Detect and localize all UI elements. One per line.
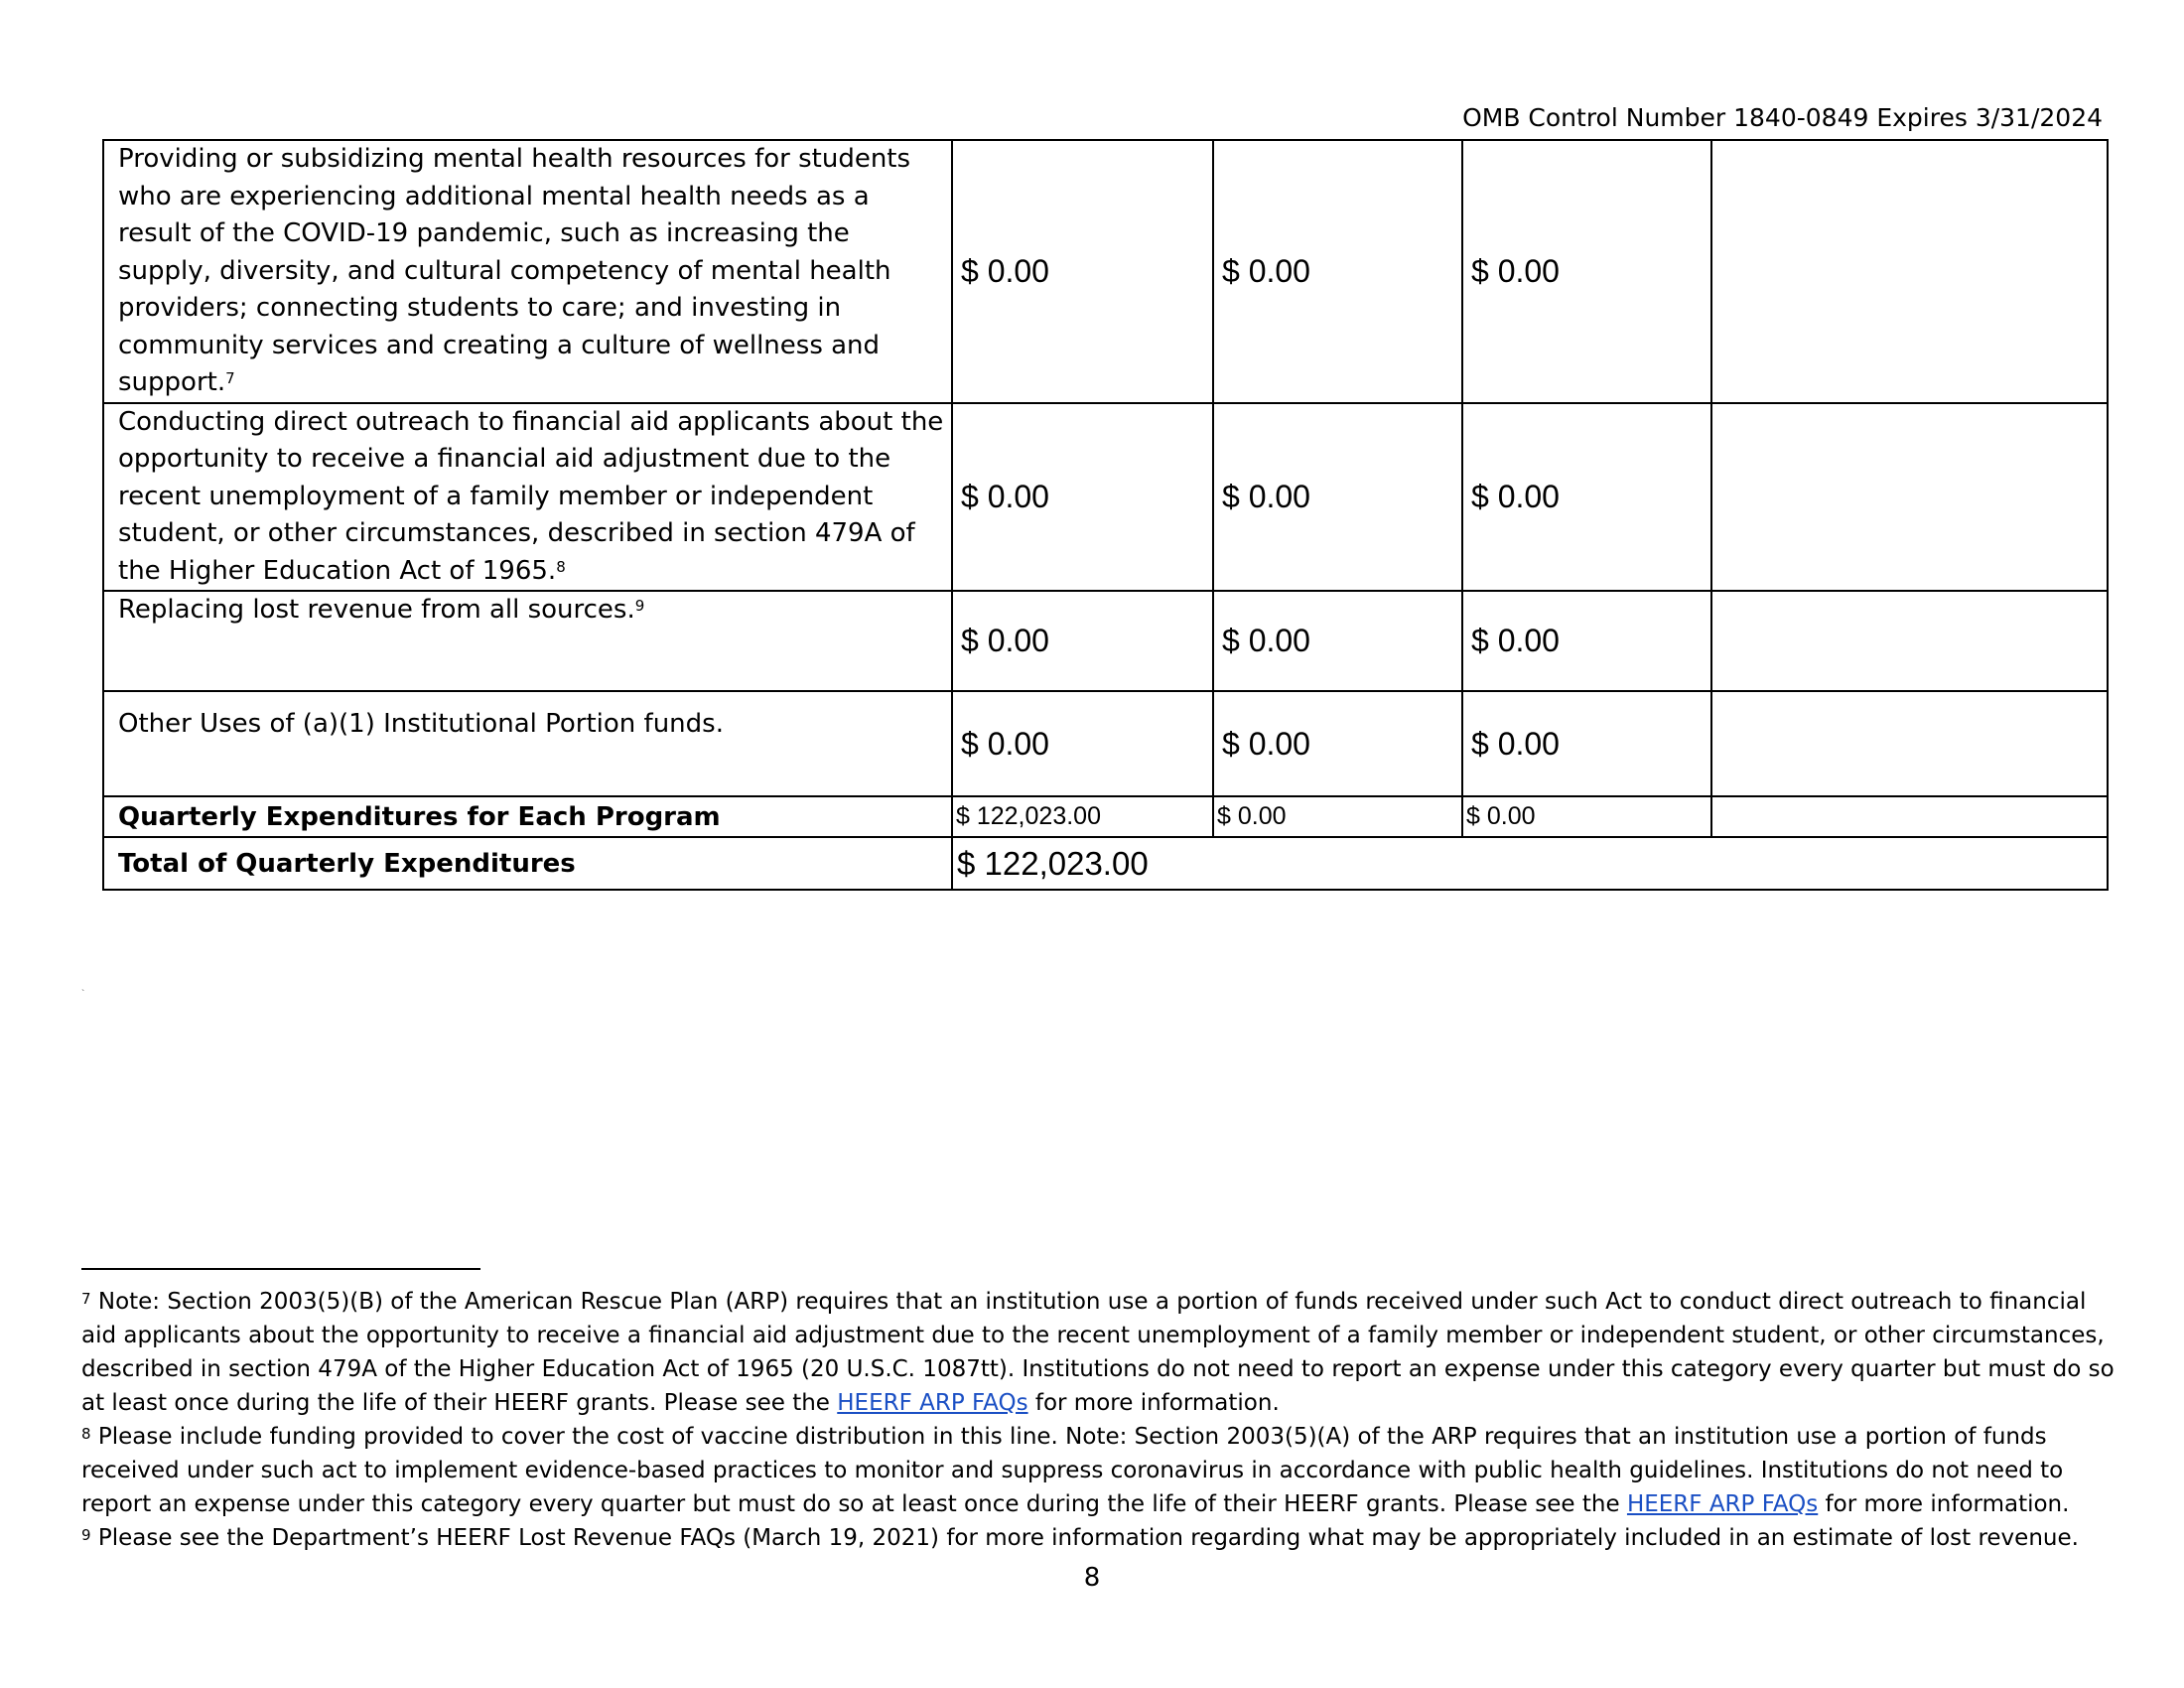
empty-cell[interactable] xyxy=(1711,796,2108,837)
table-row xyxy=(103,140,2108,403)
amount-cell[interactable]: $ 0.00 xyxy=(952,140,1213,403)
empty-cell[interactable] xyxy=(1711,403,2108,592)
amount-cell[interactable]: $ 0.00 xyxy=(952,403,1213,592)
stray-mark: ` xyxy=(81,989,85,1000)
empty-cell[interactable] xyxy=(1711,591,2108,691)
footnote-text: Note: Section 2003(5)(B) of the American Rescue Plan (ARP) requires that an institution use a portion of funds received under such Act to conduct direct outreach to financial aid applicants about the opportunity to receive a financial aid adjustment due to the recent unemployment of a family member or independent student, or other circumstances, described in section 479A of the Higher Education Act of 1965 (20 U.S.C. 1087tt). Institutions do not need to report an expense under this category every quarter but must do so at least once during the life of their HEERF grants. Please see the xyxy=(81,1289,2115,1416)
footnote-number: 9 xyxy=(81,1526,91,1544)
amount-cell[interactable]: $ 0.00 xyxy=(1462,691,1711,796)
footnote-ref: 9 xyxy=(634,597,645,615)
footnote-number: 8 xyxy=(81,1425,91,1443)
row-description: Conducting direct outreach to financial aid applicants about the opportunity to receive a financial aid adjustment due to the recent unemployment of a family member or independent student, or other circumstances, described in section 479A of the Higher Education Act of 1965.$^8$ xyxy=(103,403,952,592)
footnote-text: Please see the Department’s HEERF Lost Revenue FAQs (March 19, 2021) for more information regarding what may be appropriately included in an estimate of lost revenue. xyxy=(90,1525,2079,1551)
quarterly-amount[interactable]: $ 0.00 xyxy=(1462,796,1711,837)
footnote-ref: 8 xyxy=(556,557,566,576)
footnote-text: Please include funding provided to cover the cost of vaccine distribution in this line. Note: Section 2003(5)(A) of the ARP requires that an institution use a portion of funds received under such act to implement evidence-based practices to monitor and suppress coronavirus in accordance with public health guidelines. Institutions do not need to report an expense under this category every quarter but must do so at least once during the life of their HEERF grants. Please see the xyxy=(81,1424,2064,1517)
empty-cell[interactable] xyxy=(1711,140,2108,403)
footnote-9 xyxy=(81,1521,2116,1555)
heerf-arp-faqs-link[interactable]: HEERF ARP FAQs xyxy=(1626,1491,1819,1517)
quarterly-amount[interactable]: $ 0.00 xyxy=(1213,796,1462,837)
total-amount[interactable]: $ 122,023.00 xyxy=(952,837,2108,890)
amount-cell[interactable]: $ 0.00 xyxy=(1213,591,1462,691)
row-description: Providing or subsidizing mental health resources for students who are experiencing additional mental health needs as a result of the COVID-19 pandemic, such as increasing the supply, diversity, and cultural competency of mental health providers; connecting students to care; and investing in community services and creating a culture of wellness and support.$^7$ xyxy=(103,140,952,403)
footnote-text: for more information. xyxy=(1027,1390,1280,1416)
table-row xyxy=(103,591,2108,691)
amount-cell[interactable]: $ 0.00 xyxy=(1462,591,1711,691)
quarterly-label: Quarterly Expenditures for Each Program xyxy=(103,796,952,837)
footnote-text: for more information. xyxy=(1818,1491,2070,1517)
amount-cell[interactable]: $ 0.00 xyxy=(952,691,1213,796)
empty-cell[interactable] xyxy=(1711,691,2108,796)
page-number: 8 xyxy=(1083,1563,1101,1593)
amount-cell[interactable]: $ 0.00 xyxy=(1462,403,1711,592)
amount-cell[interactable]: $ 0.00 xyxy=(952,591,1213,691)
footnote-ref: 7 xyxy=(225,369,235,387)
row-description: Other Uses of (a)(1) Institutional Portion funds. xyxy=(103,691,952,796)
total-row xyxy=(103,837,2108,890)
omb-control-number: OMB Control Number 1840-0849 Expires 3/31/2024 xyxy=(1462,103,2103,132)
table-row xyxy=(103,403,2108,592)
heerf-arp-faqs-link[interactable]: HEERF ARP FAQs xyxy=(837,1390,1028,1416)
amount-cell[interactable]: $ 0.00 xyxy=(1213,403,1462,592)
expenditure-table xyxy=(102,139,2109,891)
footnotes xyxy=(81,1285,2116,1555)
amount-cell[interactable]: $ 0.00 xyxy=(1213,140,1462,403)
footnote-7 xyxy=(81,1285,2116,1420)
quarterly-amount[interactable]: $ 122,023.00 xyxy=(952,796,1213,837)
total-label: Total of Quarterly Expenditures xyxy=(103,837,952,890)
footnote-number: 7 xyxy=(81,1290,91,1308)
amount-cell[interactable]: $ 0.00 xyxy=(1213,691,1462,796)
footnote-8 xyxy=(81,1420,2116,1521)
row-description: Replacing lost revenue from all sources.$^9$ xyxy=(103,591,952,691)
footnote-separator xyxy=(81,1268,480,1270)
table-row xyxy=(103,691,2108,796)
amount-cell[interactable]: $ 0.00 xyxy=(1462,140,1711,403)
quarterly-row xyxy=(103,796,2108,837)
